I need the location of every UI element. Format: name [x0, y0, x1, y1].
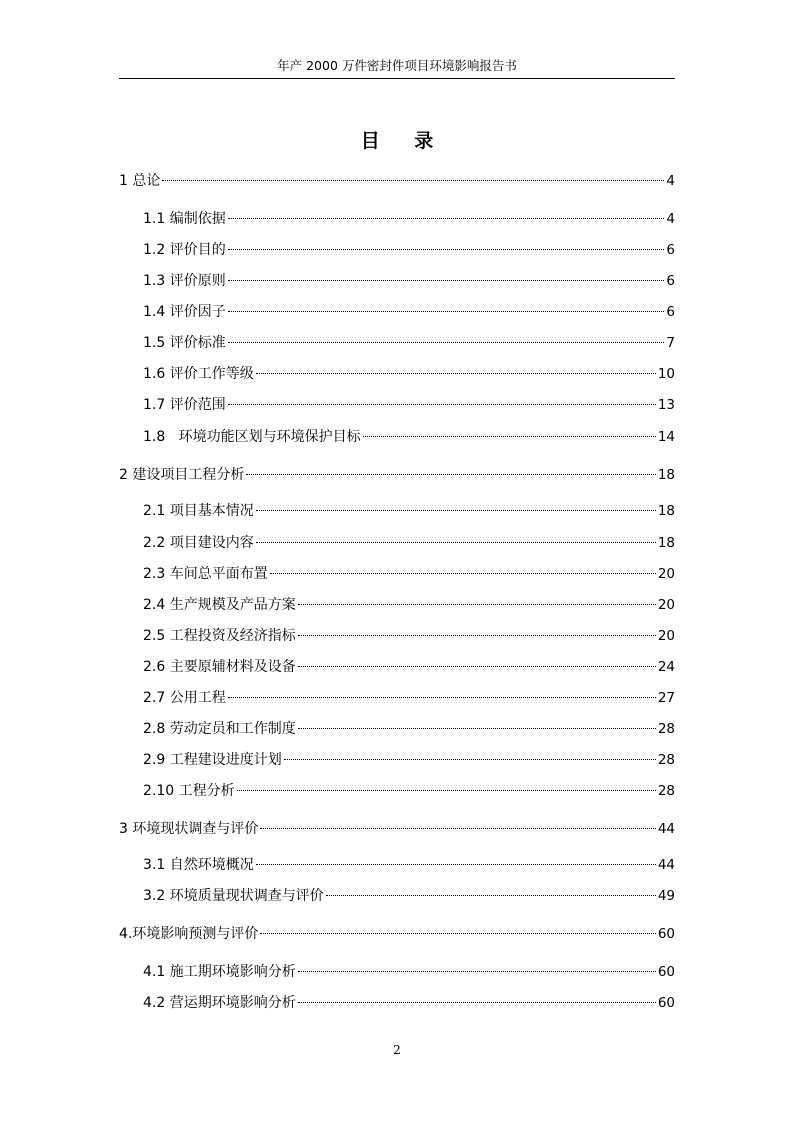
- toc-dot-leader: [260, 828, 655, 829]
- toc-dot-leader: [298, 728, 656, 729]
- toc-dot-leader: [256, 373, 656, 374]
- toc-entry-label: 1.1 编制依据: [143, 211, 226, 227]
- toc-dot-leader: [270, 573, 656, 574]
- toc-entry-label: 1.7 评价范围: [143, 397, 226, 413]
- toc-entry[interactable]: [143, 593, 675, 617]
- toc-entry[interactable]: [143, 300, 675, 324]
- toc-entry[interactable]: [143, 362, 675, 386]
- toc-entry-page: 20: [657, 566, 675, 582]
- toc-entry-page: 6: [666, 242, 675, 258]
- toc-entry-label: 2 建设项目工程分析: [119, 467, 245, 483]
- toc-entry-label: 4.1 施工期环境影响分析: [143, 964, 296, 980]
- toc-dot-leader: [228, 249, 665, 250]
- toc-dot-leader: [256, 864, 656, 865]
- toc-dot-leader: [228, 280, 665, 281]
- toc-entry-label: 2.8 劳动定员和工作制度: [143, 721, 296, 737]
- toc-entry-page: 18: [657, 503, 675, 519]
- toc-entry-label: 3.2 环境质量现状调查与评价: [143, 888, 324, 904]
- toc-entry-page: 60: [657, 964, 675, 980]
- toc-entry-page: 18: [657, 535, 675, 551]
- toc-entry-page: 44: [657, 857, 675, 873]
- toc-dot-leader: [256, 542, 656, 543]
- toc-entry[interactable]: [143, 884, 675, 908]
- toc-entry[interactable]: [143, 562, 675, 586]
- toc-dot-leader: [256, 510, 656, 511]
- toc-dot-leader: [363, 436, 656, 437]
- toc-entry-page: 4: [666, 173, 675, 189]
- toc-entry-label: 2.3 车间总平面布置: [143, 566, 268, 582]
- toc-entry-page: 7: [666, 335, 675, 351]
- toc-entry[interactable]: [119, 169, 675, 193]
- toc-entry[interactable]: [143, 269, 675, 293]
- toc-dot-leader: [298, 1002, 656, 1003]
- toc-dot-leader: [237, 790, 656, 791]
- toc-entry-page: 28: [657, 752, 675, 768]
- toc-entry-label: 1.5 评价标准: [143, 335, 226, 351]
- toc-entry-label: 4.2 营运期环境影响分析: [143, 995, 296, 1011]
- toc-dot-leader: [298, 604, 656, 605]
- toc-entry-label: 1.8 环境功能区划与环境保护目标: [143, 429, 361, 445]
- toc-entry-label: 1.4 评价因子: [143, 304, 226, 320]
- toc-entry-label: 2.10 工程分析: [143, 783, 235, 799]
- toc-dot-leader: [298, 635, 656, 636]
- toc-entry[interactable]: [143, 393, 675, 417]
- toc-dot-leader: [228, 404, 656, 405]
- toc-entry-page: 49: [657, 888, 675, 904]
- toc-dot-leader: [326, 895, 656, 896]
- toc-entry-page: 44: [657, 821, 675, 837]
- toc-entry-page: 20: [657, 597, 675, 613]
- running-header: 年产 2000 万件密封件项目环境影响报告书: [119, 56, 675, 79]
- toc-entry[interactable]: [143, 748, 675, 772]
- toc-entry-page: 60: [657, 995, 675, 1011]
- toc-entry-label: 2.1 项目基本情况: [143, 503, 254, 519]
- toc-entry-label: 3.1 自然环境概况: [143, 857, 254, 873]
- toc-entry[interactable]: [143, 331, 675, 355]
- toc-entry-page: 28: [657, 721, 675, 737]
- toc-entry-label: 1.3 评价原则: [143, 273, 226, 289]
- toc-entry[interactable]: [119, 922, 675, 946]
- toc-entry-page: 6: [666, 273, 675, 289]
- toc-entry[interactable]: [143, 686, 675, 710]
- toc-entry-page: 60: [657, 926, 675, 942]
- toc-entry[interactable]: [143, 991, 675, 1015]
- toc-entry-label: 2.5 工程投资及经济指标: [143, 628, 296, 644]
- toc-entry[interactable]: [119, 463, 675, 487]
- toc-entry[interactable]: [143, 624, 675, 648]
- toc-entry[interactable]: [143, 499, 675, 523]
- toc-entry-page: 10: [657, 366, 675, 382]
- toc-dot-leader: [298, 666, 656, 667]
- toc-entry[interactable]: [143, 717, 675, 741]
- toc-entry[interactable]: [143, 207, 675, 231]
- toc-entry-label: 1 总论: [119, 173, 161, 189]
- toc-entry-label: 2.2 项目建设内容: [143, 535, 254, 551]
- toc-entry-label: 4.环境影响预测与评价: [119, 926, 259, 942]
- toc-entry-page: 4: [666, 211, 675, 227]
- toc-entry-page: 6: [666, 304, 675, 320]
- toc-entry-page: 13: [657, 397, 675, 413]
- toc-dot-leader: [228, 342, 665, 343]
- toc-entry[interactable]: [143, 655, 675, 679]
- toc-entry[interactable]: [143, 779, 675, 803]
- toc-entry-page: 27: [657, 690, 675, 706]
- toc-title: 目 录: [360, 130, 448, 152]
- toc-dot-leader: [228, 311, 665, 312]
- toc-entry-label: 3 环境现状调查与评价: [119, 821, 259, 837]
- page-number: 2: [393, 1043, 401, 1057]
- toc-entry[interactable]: [143, 238, 675, 262]
- toc-dot-leader: [260, 933, 655, 934]
- toc-entry-page: 24: [657, 659, 675, 675]
- toc-dot-leader: [246, 474, 655, 475]
- toc-entry[interactable]: [143, 425, 675, 449]
- toc-entry-label: 1.6 评价工作等级: [143, 366, 254, 382]
- toc-entry-page: 28: [657, 783, 675, 799]
- toc-entry-page: 18: [657, 467, 675, 483]
- toc-entry-label: 2.6 主要原辅材料及设备: [143, 659, 296, 675]
- toc-entry[interactable]: [143, 531, 675, 555]
- toc-dot-leader: [228, 218, 665, 219]
- toc-dot-leader: [284, 759, 656, 760]
- toc-dot-leader: [228, 697, 656, 698]
- toc-entry[interactable]: [143, 853, 675, 877]
- toc-entry[interactable]: [143, 960, 675, 984]
- toc-entry-label: 1.2 评价目的: [143, 242, 226, 258]
- toc-entry[interactable]: [119, 817, 675, 841]
- toc-entry-page: 20: [657, 628, 675, 644]
- toc-entry-page: 14: [657, 429, 675, 445]
- toc-dot-leader: [162, 180, 664, 181]
- toc-dot-leader: [298, 971, 656, 972]
- toc-entry-label: 2.7 公用工程: [143, 690, 226, 706]
- toc-entry-label: 2.4 生产规模及产品方案: [143, 597, 296, 613]
- toc-entry-label: 2.9 工程建设进度计划: [143, 752, 282, 768]
